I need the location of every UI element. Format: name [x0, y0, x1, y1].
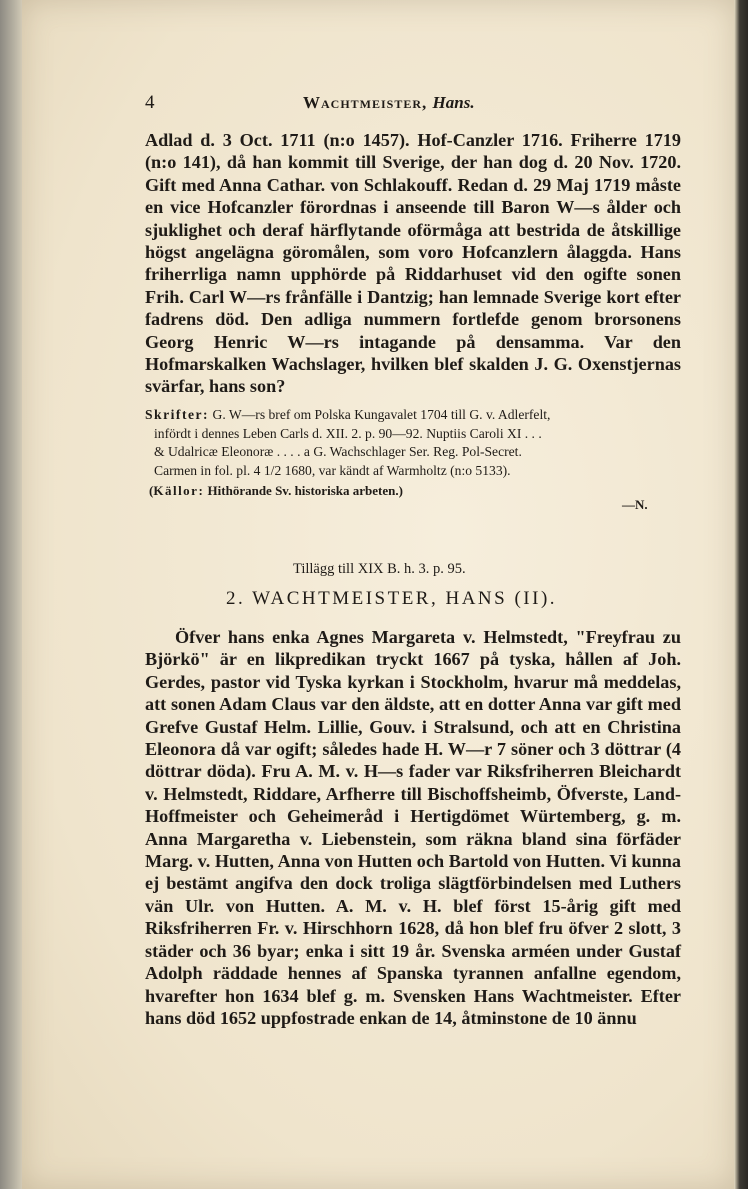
supplement-paragraph: Öfver hans enka Agnes Margareta v. Helmstedt, "Freyfrau zu Björkö" är en likpredikan tryckt 1667 på tyska, hållen af Joh. Gerdes, pastor vid Tyska kyrkan i Stockholm, hvarur må meddelas, att sonen Adam Claus var den äldste, att en dotter Anna var gift med Grefve Gustaf Helm. Lillie, Gouv. i Stralsund, och att en Christina Eleonora då var ogift; således hade H. W—r 7 söner och 3 döttrar (4 döttrar döda). Fru A. M. v. H—s fader var Riksfriherren Bleichardt v. Helmstedt, Riddare, Arfherre till Bischoffsheimb, Öfverste, Land-Hoffmeister och Geheimeråd i Hertigdömet Würtemberg, g. m. Anna Margaretha v. Liebenstein, som räkna bland sina förfäder Marg. v. Hutten, Anna von Hutten och Bartold von Hutten. Vi kunna ej bestämt angifva den dock troliga slägtförbindelsen med Luthers vän Ulr. von Hutten. A. M. v. H. blef först 15-årig gift med Riksfriherren Fr. v. Hirschhorn 1628, då hon blef fru öfver 2 slott, 3 städer och 36 byar; enka i sitt 19 år. Svenska arméen under Gustaf Adolph räddade hennes af Spanska tyrannen anfallne egendom, hvarefter hon 1634 blef g. m. Svensken Hans Wachtmeister. Efter hans död 1652 uppfostrade enkan de 14, åtminstone de 10 ännu	[145, 627, 681, 1028]
supplement-reference: Tillägg till XIX B. h. 3. p. 95.	[293, 561, 466, 577]
sources-open-paren: (	[149, 483, 154, 498]
book-spine-edge	[0, 0, 24, 1189]
writings-line-2: infördt i dennes Leben Carls d. XII. 2. p. 90—92. Nuptiis Caroli XI . . .	[154, 425, 542, 441]
writings-line-1: G. W—rs bref om Polska Kungavalet 1704 till G. v. Adlerfelt,	[212, 407, 551, 422]
writings-line-4: Carmen in fol. pl. 4 1/2 1680, var kändt af Warmholtz (n:o 5133).	[154, 462, 511, 478]
supplement-body	[145, 626, 681, 1029]
entry-paragraph: Adlad d. 3 Oct. 1711 (n:o 1457). Hof-Canzler 1716. Friherre 1719 (n:o 141), då han kommit till Sverige, der han dog d. 20 Nov. 1720. Gift med Anna Cathar. von Schlakouff. Redan d. 29 Maj 1719 måste en vice Hofcanzler förordnas i anseende till Baron W—s ålder och sjuklighet och deraf härflytande oförmåga att bestrida de åtskillige högst angelägna göromålen, som voro Hofcanzlern ålaggda. Hans friherrliga namn upphörde på Riddarhuset vid den ogifte sonen Frih. Carl W—rs frånfälle i Dantzig; han lemnade Sverige kort efter fadrens död. Den adliga nummern fortlefde genom brorsonens Georg Henric W—rs intagande på densamma. Var den Hofmarskalken Wachslager, hvilken blef skalden J. G. Oxenstjernas svärfar, hans son?	[145, 130, 681, 397]
sources-line	[149, 483, 403, 499]
page-edge-right	[734, 0, 748, 1189]
running-head-forename: Hans.	[432, 93, 475, 112]
author-signature: —N.	[622, 497, 648, 512]
entry-body	[145, 129, 681, 398]
writings-line-3: & Udalricæ Eleonoræ . . . . a G. Wachschlager Ser. Reg. Pol-Secret.	[154, 444, 522, 460]
sources-label: Källor:	[153, 483, 205, 498]
sources-text: Hithörande Sv. historiska arbeten.)	[207, 483, 403, 498]
page-header	[145, 92, 685, 116]
running-head-surname: Wachtmeister,	[303, 93, 428, 112]
writings-section	[145, 406, 685, 480]
page-number: 4	[145, 92, 155, 113]
writings-label: Skrifter:	[145, 407, 210, 422]
section-title: 2. WACHTMEISTER, HANS (II).	[226, 588, 558, 609]
running-head	[303, 93, 475, 113]
